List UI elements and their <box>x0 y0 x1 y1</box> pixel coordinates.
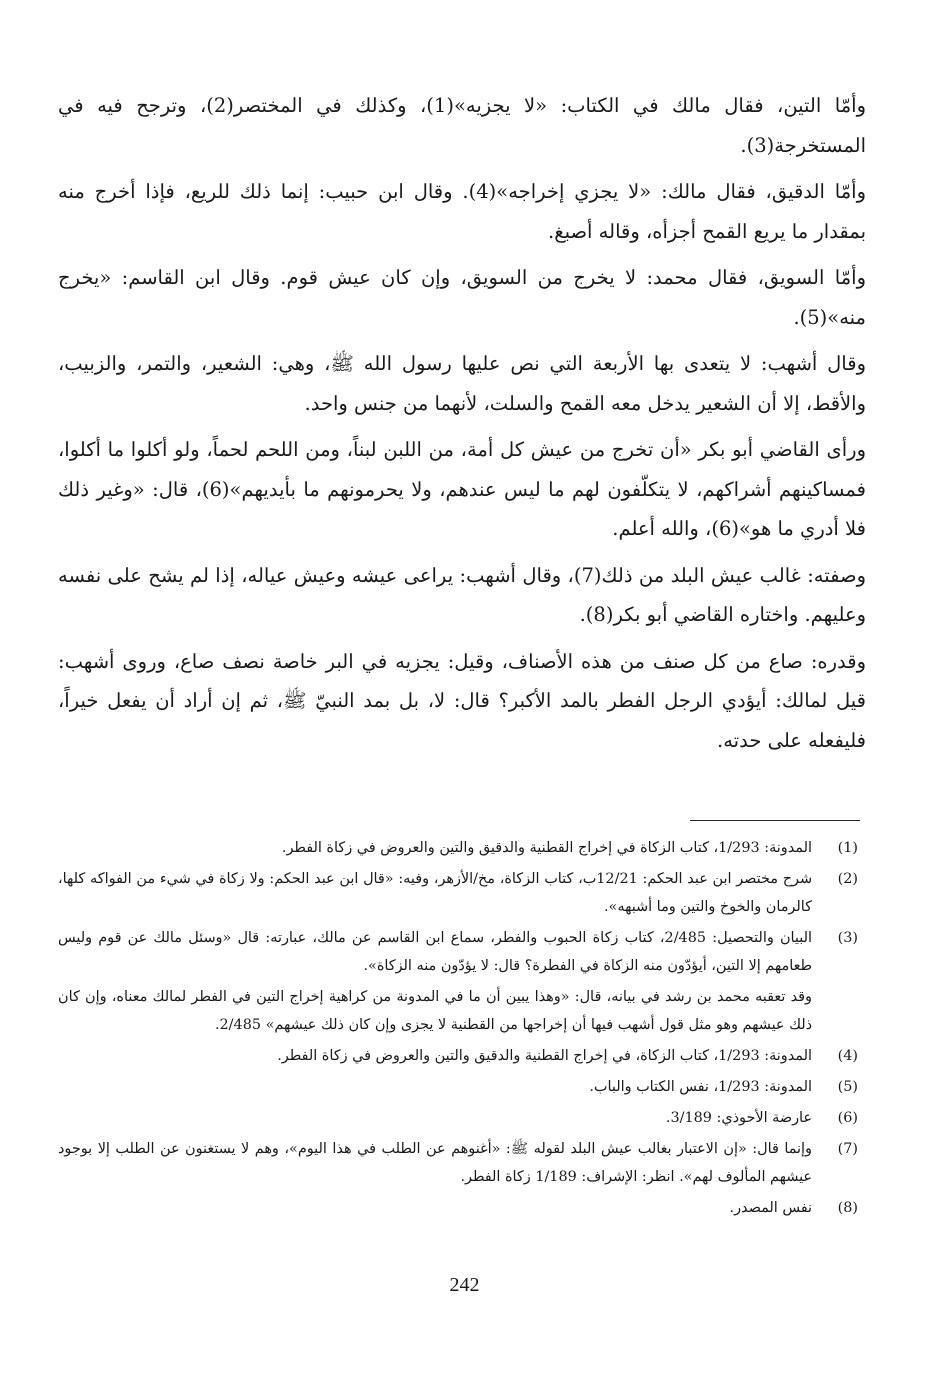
footnote-number: (7) <box>837 1141 858 1157</box>
footnote <box>58 1073 858 1101</box>
paragraph-flour: وأمّا الدقيق، فقال مالك: «لا يجزي إخراجه»(4). وقال ابن حبيب: إنما ذلك للريع، فإذا أخرج منه بمقدار ما يريع القمح أجزأه، وقاله أصبغ. <box>58 180 867 243</box>
footnote-text: المدونة: 1/293، كتاب الزكاة، في إخراج القطنية والدقيق والتين والعروض في زكاة الفطر. <box>277 1048 812 1064</box>
footnote <box>58 1104 858 1132</box>
footnote <box>58 1194 858 1222</box>
paragraph-ashhab: وقال أشهب: لا يتعدى بها الأربعة التي نص عليها رسول الله ﷺ، وهي: الشعير، والتمر، والزبيب، والأقط، إلا أن الشعير يدخل معه القمح والسلت، لأنهما من جنس واحد. <box>58 352 866 415</box>
footnote-number: (3) <box>837 930 858 946</box>
footnote-number: (1) <box>837 840 858 856</box>
footnote-text: شرح مختصر ابن عبد الحكم: 12/21ب، كتاب الزكاة، مخ/الأزهر، وفيه: «قال ابن عبد الحكم: ولا زكاة في شيء من الفواكه كلها، كالرمان والخوخ والتين وما أشبهه». <box>58 871 813 915</box>
footnote-separator <box>690 820 860 821</box>
paragraph-sawiq: وأمّا السويق، فقال محمد: لا يخرج من السويق، وإن كان عيش قوم. وقال ابن القاسم: «يخرج منه»(5). <box>58 266 866 329</box>
footnote-text: نفس المصدر. <box>729 1200 812 1216</box>
footnote <box>58 1135 858 1191</box>
footnote-text: البيان والتحصيل: 2/485، كتاب زكاة الحبوب والفطر، سماع ابن القاسم عن مالك، عبارته: قال «وسئل مالك عن قوم وليس طعامهم إلا التين، أيؤدّون منه الزكاة في الفطرة؟ قال: لا يؤدّون منه الزكاة». <box>58 930 812 974</box>
paragraph-amount: وقدره: صاع من كل صنف من هذه الأصناف، وقيل: يجزيه في البر خاصة نصف صاع، وروى أشهب: قيل لمالك: أيؤدي الرجل الفطر بالمد الأكبر؟ قال: لا، بل بمد النبيّ ﷺ، ثم إن أراد أن يفعل خيراً، فليفعله على حدته. <box>58 649 866 752</box>
footnote-number: (6) <box>837 1110 858 1126</box>
footnote-text: وإنما قال: «إن الاعتبار بغالب عيش البلد لقوله ﷺ: «أغنوهم عن الطلب في هذا اليوم»، وهم لا يستغنون عن الطلب إلا بوجود عيشهم المألوف لهم». انظر: الإشراف: 1/189 زكاة الفطر. <box>58 1141 812 1185</box>
paragraph-qadi-abu-bakr: ورأى القاضي أبو بكر «أن تخرج من عيش كل أمة، من اللبن لبناً، ومن اللحم لحماً، ولو أكلوا ما أكلوا، فمساكينهم أشراكهم، لا يتكلّفون لهم ما ليس عندهم، ولا يحرمونهم ما بأيديهم»(6)، قال: «وغير ذلك فلا أدري ما هو»(6)، والله أعلم. <box>58 438 866 540</box>
footnote <box>58 865 858 921</box>
footnote <box>58 834 858 862</box>
footnote-continuation: وقد تعقبه محمد بن رشد في بيانه، قال: «وهذا يبين أن ما في المدونة من كراهية إخراج التين في الفطر لمالك معناه، وإن كان ذلك عيشهم وهو مثل قول أشهب فيها أن إخراجها من القطنية لا يجزى وإن كان ذلك عيشهم» 2/485. <box>58 989 812 1033</box>
page-number: 242 <box>449 1274 480 1296</box>
footnote-number: (4) <box>837 1048 858 1064</box>
main-text <box>58 86 866 767</box>
footnotes <box>58 834 858 1225</box>
footnote-text: عارضة الأحوذي: 3/189. <box>665 1110 812 1126</box>
paragraph-description: وصفته: غالب عيش البلد من ذلك(7)، وقال أشهب: يراعى عيشه وعيش عياله، إذا لم يشح على نفسه وعليهم. واختاره القاضي أبو بكر(8). <box>58 563 866 626</box>
footnote-text: المدونة: 1/293، نفس الكتاب والباب. <box>589 1079 812 1095</box>
footnote-number: (8) <box>837 1200 858 1216</box>
footnote-number: (5) <box>837 1079 858 1095</box>
paragraph-fig: وأمّا التين، فقال مالك في الكتاب: «لا يجزيه»(1)، وكذلك في المختصر(2)، وترجح فيه في المستخرجة(3). <box>58 94 867 157</box>
footnote <box>58 924 858 980</box>
footnote-text: المدونة: 1/293، كتاب الزكاة في إخراج القطنية والدقيق والتين والعروض في زكاة الفطر. <box>281 840 812 856</box>
footnote-number: (2) <box>837 871 858 887</box>
footnote <box>58 1042 858 1070</box>
